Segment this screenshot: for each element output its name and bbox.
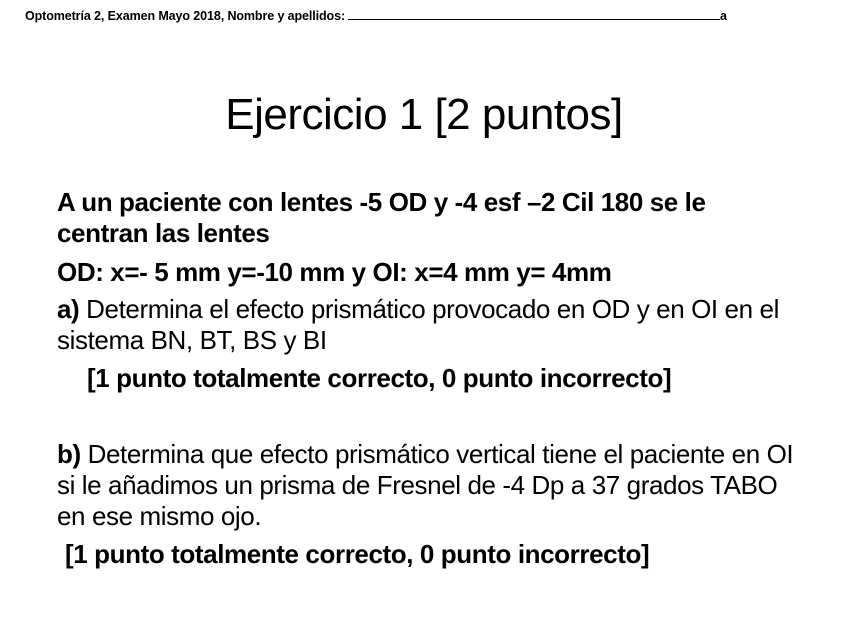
- part-b-label: b): [57, 439, 81, 469]
- part-b-text: Determina que efecto prismático vertical tiene el paciente en OI si le añadimos un prisma de Fresnel de -4 Dp a 37 grados TABO en ese mismo ojo.: [57, 439, 794, 531]
- statement-line-2: OD: x=- 5 mm y=-10 mm y OI: x=4 mm y= 4mm: [57, 257, 612, 287]
- part-b-scoring: [1 punto totalmente correcto, 0 punto incorrecto]: [65, 539, 650, 569]
- part-a-question: [57, 294, 797, 356]
- statement-line-1: A un paciente con lentes -5 OD y -4 esf –2 Cil 180 se le centran las lentes: [57, 187, 706, 248]
- header-suffix: a: [720, 9, 727, 23]
- exercise-title: Ejercicio 1 [2 puntos]: [225, 90, 623, 139]
- part-a-label: a): [57, 294, 80, 324]
- name-blank-line: [348, 9, 720, 20]
- part-a-text: Determina el efecto prismático provocado en OD y en OI en el sistema BN, BT, BS y BI: [57, 294, 779, 355]
- header-text: Optometría 2, Examen Mayo 2018, Nombre y apellidos:: [25, 9, 346, 23]
- part-a-scoring: [1 punto totalmente correcto, 0 punto incorrecto]: [87, 363, 672, 393]
- part-b-question: [57, 439, 797, 532]
- exam-header: [25, 9, 727, 23]
